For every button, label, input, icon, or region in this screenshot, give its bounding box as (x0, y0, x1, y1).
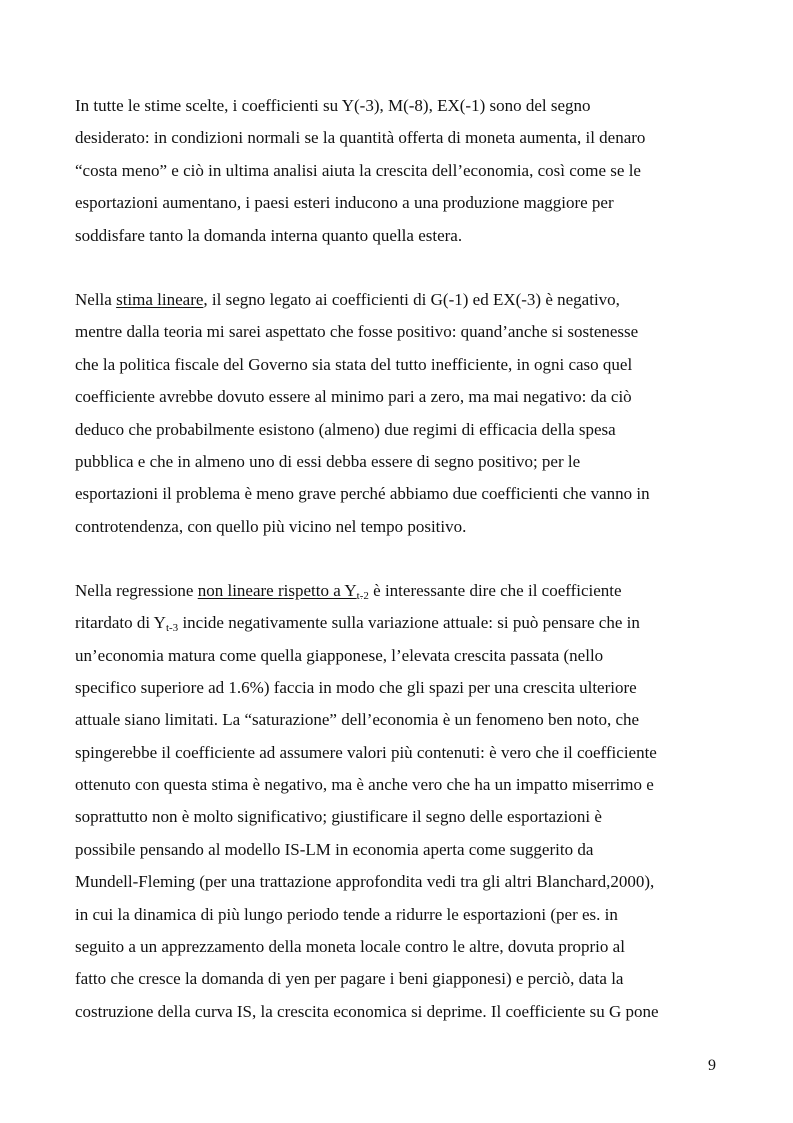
text-line: coefficiente avrebbe dovuto essere al minimo pari a zero, ma mai negativo: da ciò (75, 387, 632, 406)
text-line: mentre dalla teoria mi sarei aspettato che fosse positivo: quand’anche si sostenesse (75, 322, 639, 341)
text-line: costruzione della curva IS, la crescita economica si deprime. Il coefficiente su G pone (75, 1002, 659, 1021)
text-fragment: ritardato di Y (75, 613, 166, 632)
underlined-text: non lineare rispetto a Y (197, 581, 357, 600)
text-fragment: Nella regressione (75, 581, 198, 600)
subscript: t-3 (165, 622, 179, 634)
text-line: “costa meno” e ciò in ultima analisi aiuta la crescita dell’economia, così come se le (75, 161, 641, 180)
text-line: pubblica e che in almeno uno di essi debba essere di segno positivo; per le (75, 452, 581, 471)
text-fragment: Nella (75, 290, 117, 309)
text-line: attuale siano limitati. La “saturazione” dell’economia è un fenomeno ben noto, che (75, 710, 640, 729)
underlined-term: stima lineare (116, 290, 204, 309)
text-fragment: , il segno legato ai coefficienti di G(-1) ed EX(-3) è negativo, (203, 290, 620, 309)
text-line: spingerebbe il coefficiente ad assumere valori più contenuti: è vero che il coefficiente (75, 743, 657, 762)
text-line: Mundell-Fleming (per una trattazione approfondita vedi tra gli altri Blanchard,2000), (75, 872, 655, 891)
text-fragment: incide negativamente sulla variazione attuale: si può pensare che in (178, 613, 640, 632)
text-line: seguito a un apprezzamento della moneta locale contro le altre, dovuta proprio al (75, 937, 625, 956)
text-line: possibile pensando al modello IS-LM in economia aperta come suggerito da (75, 840, 594, 859)
subscript: t-2 (356, 590, 369, 602)
text-line: In tutte le stime scelte, i coefficienti su Y(-3), M(-8), EX(-1) sono del segno (75, 96, 591, 115)
page-number: 9 (708, 1057, 716, 1074)
text-line (75, 581, 622, 601)
underlined-term (198, 581, 369, 600)
text-line: soddisfare tanto la domanda interna quanto quella estera. (75, 226, 463, 245)
text-line: specifico superiore ad 1.6%) faccia in modo che gli spazi per una crescita ulteriore (75, 678, 637, 697)
text-line (75, 613, 640, 633)
text-line: che la politica fiscale del Governo sia stata del tutto inefficiente, in ogni caso quel (75, 355, 633, 374)
text-line: soprattutto non è molto significativo; giustificare il segno delle esportazioni è (75, 807, 602, 826)
text-line: desiderato: in condizioni normali se la quantità offerta di moneta aumenta, il denaro (75, 128, 646, 147)
text-line: deduco che probabilmente esistono (almeno) due regimi di efficacia della spesa (75, 420, 616, 439)
text-fragment: è interessante dire che il coefficiente (368, 581, 622, 600)
text-line: in cui la dinamica di più lungo periodo tende a ridurre le esportazioni (per es. in (75, 905, 618, 924)
text-line (75, 290, 620, 310)
text-line: un’economia matura come quella giapponese, l’elevata crescita passata (nello (75, 646, 604, 665)
text-line: esportazioni aumentano, i paesi esteri inducono a una produzione maggiore per (75, 193, 614, 212)
text-line: controtendenza, con quello più vicino nel tempo positivo. (75, 517, 467, 536)
text-line: esportazioni il problema è meno grave perché abbiamo due coefficienti che vanno in (75, 484, 650, 503)
text-line: fatto che cresce la domanda di yen per pagare i beni giapponesi) e perciò, data la (75, 969, 624, 988)
text-line: ottenuto con questa stima è negativo, ma è anche vero che ha un impatto miserrimo e (75, 775, 654, 794)
